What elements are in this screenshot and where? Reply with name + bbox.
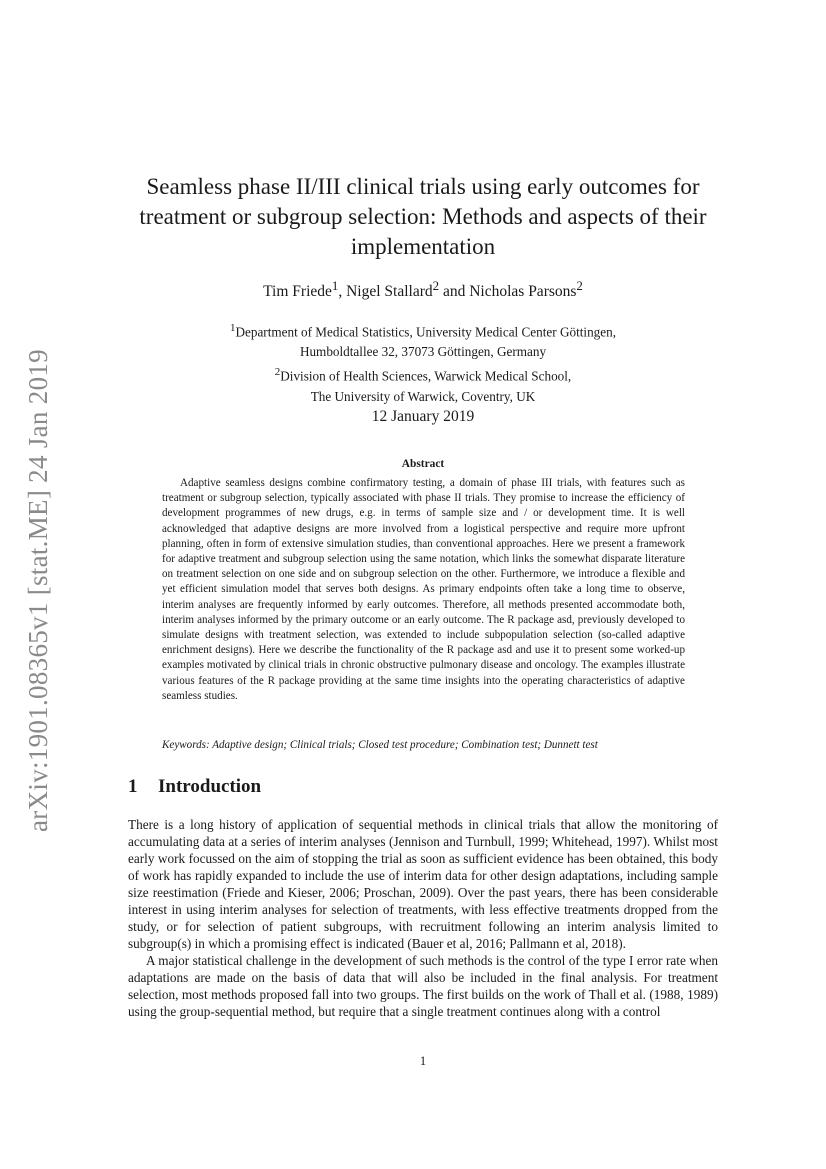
affiliations — [110, 318, 736, 407]
paper-title: Seamless phase II/III clinical trials using early outcomes for treatment or subgroup selection: Methods and aspects of their implementation — [139, 174, 707, 259]
arxiv-stamp-text: arXiv:1901.08365v1 [stat.ME] 24 Jan 2019 — [22, 348, 53, 832]
paper-date: 12 January 2019 — [371, 408, 475, 425]
section-title: Introduction — [158, 776, 262, 797]
author-stallard-affil-mark: 2 — [432, 278, 440, 293]
author-parsons: Nicholas Parsons — [469, 283, 577, 301]
affiliation-2-mark: 2 — [274, 366, 281, 379]
author-separator: , — [338, 283, 347, 301]
author-separator: and — [439, 283, 470, 301]
affiliation-1-line-2: Humboldtallee 32, 37073 Göttingen, Germany — [299, 344, 547, 360]
affiliation-1-text: Department of Medical Statistics, University Medical Center Göttingen, — [235, 324, 616, 340]
author-list — [110, 278, 736, 301]
page-number: 1 — [419, 1054, 427, 1068]
section-heading — [128, 776, 261, 798]
affiliation-1-line-1 — [110, 318, 736, 342]
affiliation-2-line-1 — [110, 362, 736, 386]
abstract-heading: Abstract — [401, 458, 445, 470]
body-paragraph-1: There is a long history of application of sequential methods in clinical trials that allow the monitoring of accumulating data at a series of interim analyses (Jennison and Turnbull, 1999; Whitehead, 1997). Whilst most early work focussed on the aim of stopping the trial as soon as sufficient evidence has been obtained, this body of work has rapidly expanded to include the use of interim data for other design adaptations, including sample size reestimation (Friede and Kieser, 2006; Proschan, 2009). Over the past years, there has been considerable interest in using interim analyses for selection of treatments, with less effective treatments dropped from the study, or for selection of patient subgroups, with recruitment following an interim analysis limited to subgroup(s) in which a promising effect is indicated (Bauer et al, 2016; Pallmann et al, 2018). — [128, 817, 718, 951]
affiliation-1-mark: 1 — [229, 322, 236, 334]
author-stallard: Nigel Stallard — [346, 283, 433, 301]
affiliation-2-line-2: The University of Warwick, Coventry, UK — [310, 388, 536, 404]
keywords: Keywords: Adaptive design; Clinical trials; Closed test procedure; Combination test; Dunnett test — [162, 739, 598, 751]
abstract-text: Adaptive seamless designs combine confirmatory testing, a domain of phase III trials, with features such as treatment or subgroup selection, typically associated with phase II trials. They promise to increase the efficiency of development programmes of new drugs, e.g. in terms of sample size and / or development time. It is well acknowledged that adaptive designs are more involved from a logistical perspective and require more upfront planning, often in form of extensive simulation studies, than conventional approaches. Here we present a framework for adaptive treatment and subgroup selection using the same notation, which links the somewhat disparate literature on treatment selection on one side and on subgroup selection on the other. Furthermore, we introduce a flexible and yet efficient simulation model that serves both designs. As primary endpoints often take a long time to observe, interim analyses are frequently informed by early outcomes. Therefore, all methods presented accommodate both, interim analyses informed by the primary outcome or an early outcome. The R package asd, previously developed to simulate designs with treatment selection, was extended to include subpopulation selection (so-called adaptive enrichment designs). Here we describe the functionality of the R package asd and use it to present some worked-up examples motivated by clinical trials in chronic obstructive pulmonary disease and oncology. The examples illustrate various features of the R package providing at the same time insights into the operating characteristics of adaptive seamless studies. — [162, 477, 685, 702]
affiliation-2-text: Division of Health Sciences, Warwick Medical School, — [280, 368, 572, 384]
author-friede-affil-mark: 1 — [331, 278, 339, 293]
author-parsons-affil-mark: 2 — [576, 278, 583, 293]
arxiv-stamp — [12, 330, 64, 850]
section-number: 1 — [128, 776, 138, 797]
section-body — [128, 816, 718, 1020]
body-paragraph-2: A major statistical challenge in the development of such methods is the control of the type I error rate when adaptations are made on the basis of data that will also be included in the final analysis. For treatment selection, most methods proposed fall into two groups. The first builds on the work of Thall et al. (1988, 1989) using the group-sequential method, but require that a single treatment continues along with a control — [128, 953, 718, 1019]
author-friede: Tim Friede — [263, 283, 332, 301]
